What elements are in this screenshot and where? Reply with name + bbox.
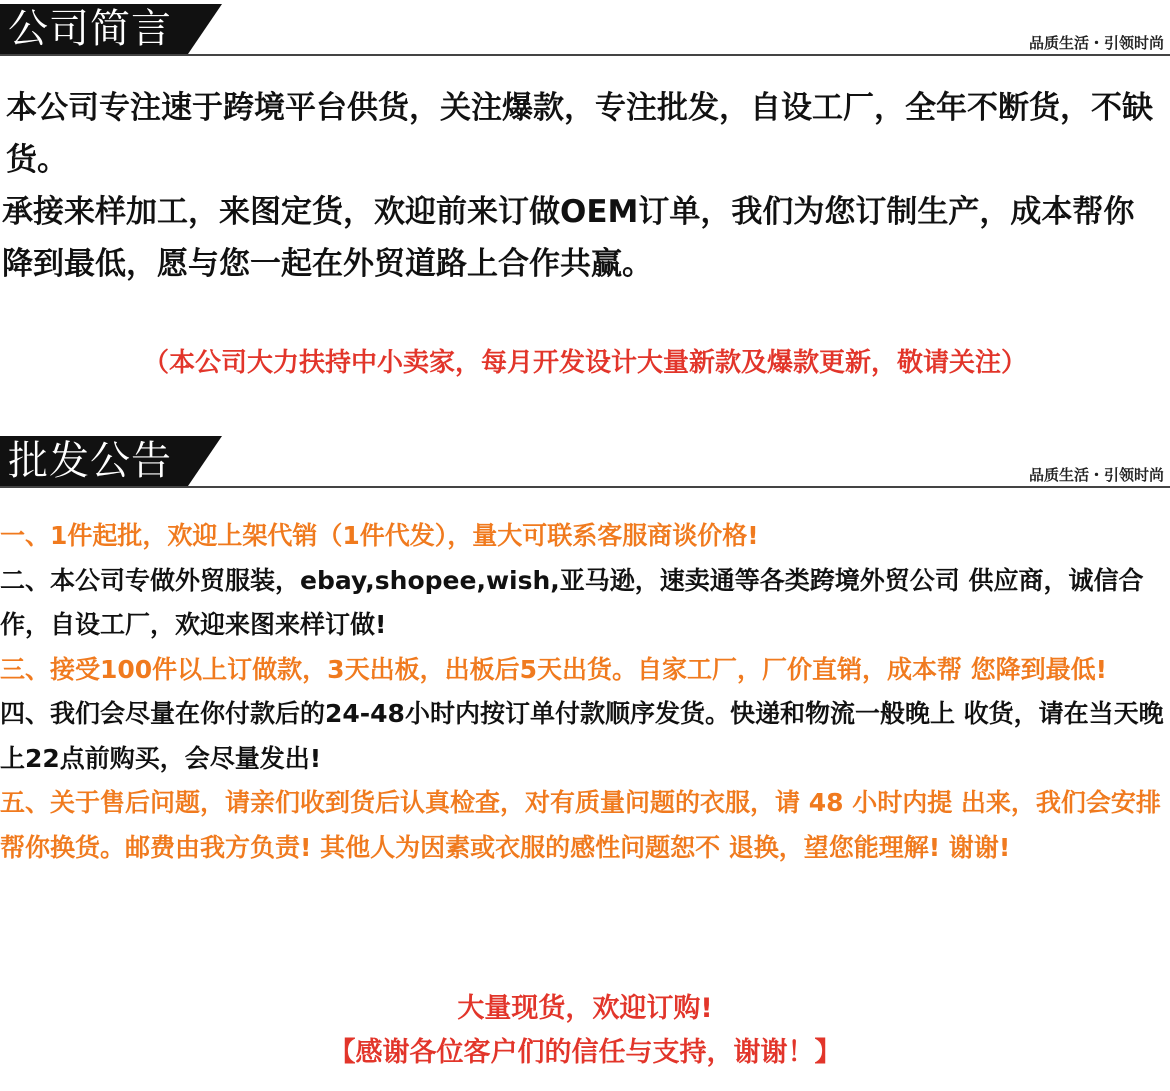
- header-rule: [0, 486, 1170, 488]
- header-notch: [188, 4, 222, 54]
- notice-item: 五、关于售后问题，请亲们收到货后认真检查，对有质量问题的衣服，请 48 小时内提 出来，我们会安排帮你换货。邮费由我方负责! 其他人为因素或衣服的感性问题恕不 退换，望您能理解! 谢谢!: [0, 788, 1161, 862]
- notice-item: 一、1件起批，欢迎上架代销（1件代发），量大可联系客服商谈价格!: [0, 521, 759, 550]
- section-header-wholesale-notice: [0, 436, 1170, 486]
- closing-message: [0, 987, 1170, 1075]
- closing-line: 大量现货，欢迎订购!: [457, 993, 713, 1024]
- wholesale-notice-list: [0, 514, 1165, 870]
- section-title: 公司简言: [0, 4, 188, 54]
- section-header-company-intro: [0, 4, 1170, 54]
- support-notice: （本公司大力扶持中小卖家，每月开发设计大量新款及爆款更新，敬请关注）: [142, 348, 1027, 378]
- intro-paragraph: 本公司专注速于跨境平台供货，关注爆款，专注批发，自设工厂，全年不断货，不缺货。: [6, 90, 1153, 178]
- section-title: 批发公告: [0, 436, 188, 486]
- header-rule: [0, 54, 1170, 56]
- notice-item: 三、接受100件以上订做款，3天出板，出板后5天出货。自家工厂，厂价直销，成本帮 您降到最低!: [0, 654, 1108, 684]
- section-slogan: 品质生活・引领时尚: [1028, 466, 1164, 484]
- header-notch: [188, 436, 222, 486]
- section-slogan: 品质生活・引领时尚: [1028, 34, 1164, 52]
- intro-paragraph: 承接来样加工，来图定货，欢迎前来订做OEM订单，我们为您订制生产，成本帮你降到最低，愿与您一起在外贸道路上合作共赢。: [2, 194, 1135, 282]
- company-intro-text: [2, 82, 1162, 290]
- notice-item: 四、我们会尽量在你付款后的24-48小时内按订单付款顺序发货。快递和物流一般晚上 收货，请在当天晚上22点前购买，会尽量发出!: [0, 699, 1164, 773]
- closing-line: 【感谢各位客户们的信任与支持，谢谢！】: [328, 1037, 842, 1068]
- notice-item: 二、本公司专做外贸服装，ebay,shopee,wish,亚马逊，速卖通等各类跨境外贸公司 供应商，诚信合作，自设工厂，欢迎来图来样订做!: [0, 565, 1144, 639]
